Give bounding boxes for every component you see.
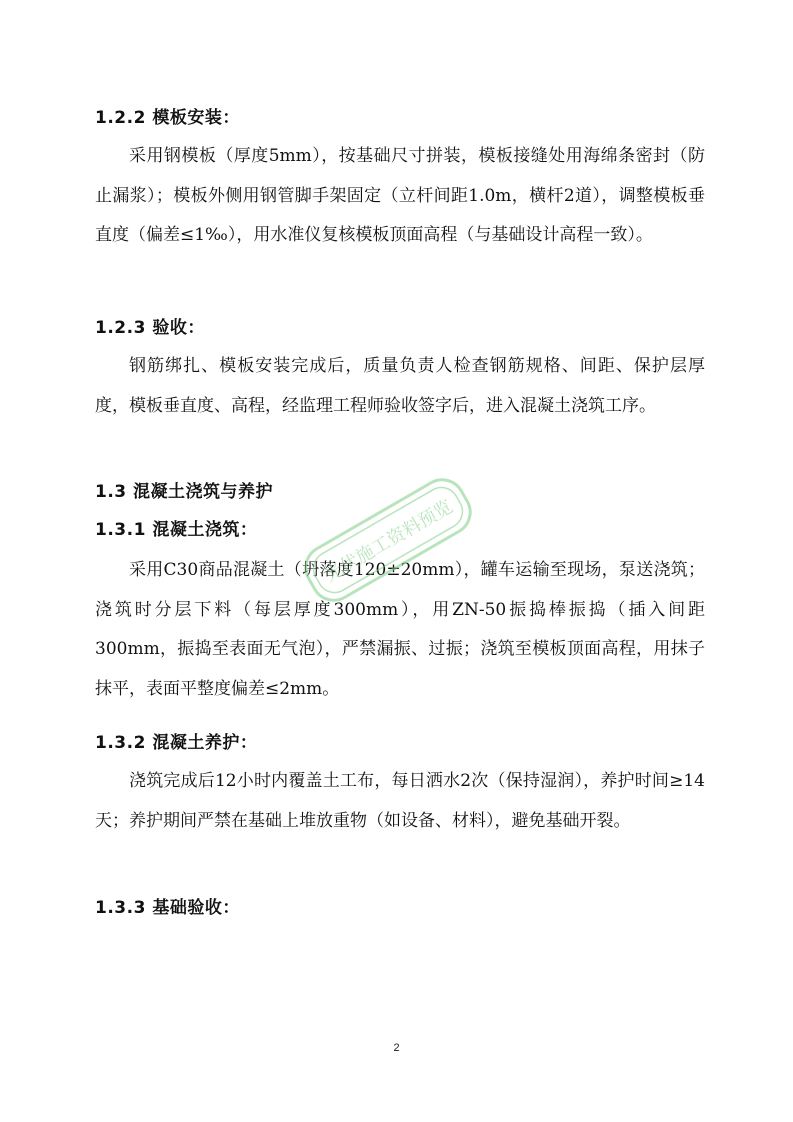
paragraph-1-2-2: 采用钢模板（厚度5mm），按基础尺寸拼装，模板接缝处用海绵条密封（防止漏浆）；模板外侧用钢管脚手架固定（立杆间距1.0m，横杆2道），调整模板垂直度（偏差≤1‰），用水准仪复核模板顶面高程（与基础设计高程一致）。 [95, 146, 705, 245]
heading-1-2-3: 1.2.3 验收： [95, 318, 205, 338]
heading-1-3: 1.3 混凝土浇筑与养护 [95, 482, 274, 502]
paragraph-1-3-1: 采用C30商品混凝土（坍落度120±20mm），罐车运输至现场，泵送浇筑；浇筑时分层下料（每层厚度300mm），用ZN-50振捣棒振捣（插入间距300mm，振捣至表面无气泡），严禁漏振、过振；浇筑至模板顶面高程，用抹子抹平，表面平整度偏差≤2mm。 [95, 560, 705, 699]
heading-1-3-2: 1.3.2 混凝土养护： [95, 733, 258, 753]
watermark-text: 光伏施工资料预览 [321, 496, 457, 587]
paragraph-1-3-2: 浇筑完成后12小时内覆盖土工布，每日洒水2次（保持湿润），养护时间≥14天；养护期间严禁在基础上堆放重物（如设备、材料），避免基础开裂。 [95, 771, 705, 831]
heading-1-2-2: 1.2.2 模板安装： [95, 108, 240, 128]
page-number: 2 [393, 1042, 400, 1054]
heading-1-3-3: 1.3.3 基础验收： [95, 898, 240, 918]
paragraph-1-2-3: 钢筋绑扎、模板安装完成后，质量负责人检查钢筋规格、间距、保护层厚度，模板垂直度、高程，经监理工程师验收签字后，进入混凝土浇筑工序。 [95, 356, 705, 416]
heading-1-3-1: 1.3.1 混凝土浇筑： [95, 520, 258, 540]
